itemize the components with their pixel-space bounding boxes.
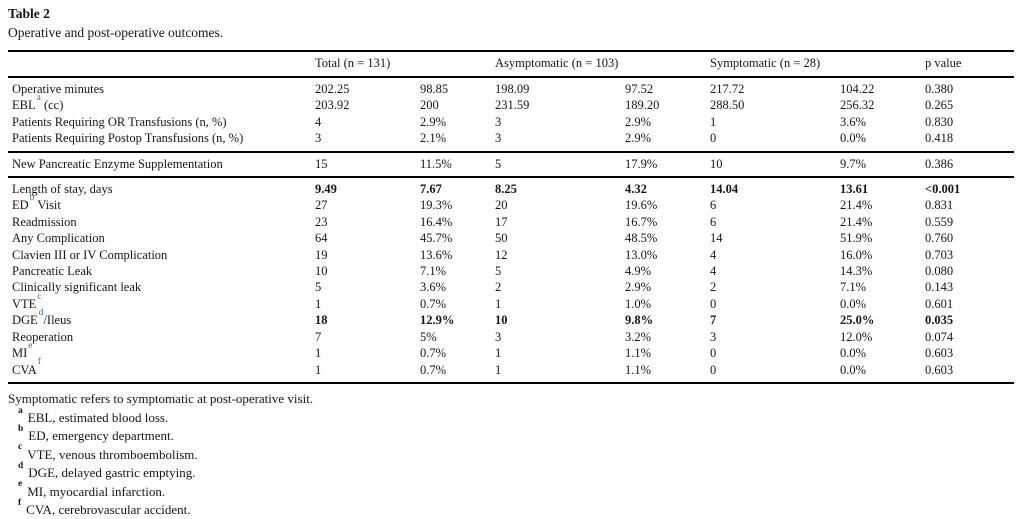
table-cell: 51.9%	[840, 231, 873, 246]
row-label: Operative minutes	[12, 82, 104, 96]
table-cell: 0.380	[925, 82, 954, 96]
table-cell: 202.25	[315, 82, 350, 96]
footnote-ref-link[interactable]: b	[29, 193, 35, 204]
header-p-value: p value	[925, 56, 962, 70]
row-label: Readmission	[12, 214, 77, 229]
table-cell: 9.49	[315, 182, 337, 197]
table-cell: 9.7%	[840, 156, 867, 171]
row-label: Reoperation	[12, 329, 74, 344]
row-label: $ED^b$ Visit	[12, 193, 61, 213]
outcomes-table	[8, 50, 1014, 384]
footnote-marker: f	[18, 497, 22, 508]
table-cell: 98.85	[420, 82, 449, 96]
footnote-ref-link[interactable]: a	[36, 93, 41, 104]
table-cell: 14.04	[710, 182, 739, 197]
row-label: EBL$^a$ (cc)	[12, 93, 64, 113]
table-cell: 2.9%	[625, 280, 652, 295]
header-asymptomatic: Asymptomatic (n = 103)	[495, 56, 619, 70]
table-cell: 12.9%	[420, 313, 455, 328]
table-cell: 50	[495, 231, 508, 246]
table-cell: 2.1%	[420, 131, 447, 146]
table-cell: 0.0%	[840, 131, 867, 146]
table-cell: 0.603	[925, 346, 954, 361]
table-cell: 5%	[420, 329, 437, 344]
footnote-marker: e	[18, 479, 23, 490]
header-symptomatic: Symptomatic (n = 28)	[710, 56, 821, 70]
table-cell: 17	[495, 214, 508, 229]
table-cell: 1	[710, 114, 717, 129]
row-label: Clavien III or IV Complication	[12, 247, 168, 262]
table-cell: 18	[315, 313, 328, 328]
table-cell: 1.1%	[625, 346, 652, 361]
table-cell: 8.25	[495, 182, 517, 197]
table-cell: 3.6%	[840, 114, 867, 129]
table-cell: 16.4%	[420, 214, 453, 229]
row-label: VTE$^c$	[12, 291, 42, 311]
table-cell: 25.0%	[840, 313, 875, 328]
footnotes-block	[8, 390, 1014, 519]
footnote-marker: d	[18, 460, 24, 471]
table-section	[8, 178, 1014, 384]
table-cell: 189.20	[625, 98, 660, 113]
table-row	[8, 329, 1014, 345]
table-cell: 7	[315, 329, 322, 344]
table-cell: 13.6%	[420, 247, 453, 262]
table-cell: 1	[495, 346, 502, 361]
table-cell: 4	[710, 247, 717, 262]
footnote-ref-link[interactable]: e	[28, 340, 33, 351]
table-cell: 19.6%	[625, 198, 658, 213]
table-cell: 0.703	[925, 247, 954, 262]
table-cell: 0.265	[925, 98, 954, 113]
table-cell: 0.7%	[420, 362, 447, 377]
footnote-item: $^c$ VTE, venous thromboembolism.	[18, 442, 198, 462]
table-row	[8, 291, 1014, 312]
table-cell: 5	[495, 156, 502, 171]
footnote-item: $^f$ CVA, cerebrovascular accident.	[18, 497, 191, 517]
table-cell: 0.074	[925, 329, 954, 344]
table-cell: 3	[495, 114, 502, 129]
table-cell: 21.4%	[840, 214, 873, 229]
table-row	[8, 230, 1014, 246]
table-cell: 0.143	[925, 280, 954, 295]
table-cell: 0	[710, 296, 717, 311]
table-row	[8, 181, 1014, 197]
table-cell: 21.4%	[840, 198, 873, 213]
table-cell: 1	[315, 296, 322, 311]
table-cell: 19	[315, 247, 328, 262]
table-row	[8, 130, 1014, 146]
table-cell: 20	[495, 198, 508, 213]
table-cell: 0.0%	[840, 346, 867, 361]
table-cell: 2.9%	[625, 131, 652, 146]
table-row	[8, 93, 1014, 113]
table-cell: 13.0%	[625, 247, 658, 262]
row-label: MIe	[12, 340, 33, 361]
table-cell: 0.830	[925, 114, 954, 129]
table-cell: 1	[315, 346, 322, 361]
table-cell: 217.72	[710, 82, 745, 96]
row-label: Pancreatic Leak	[12, 264, 93, 279]
table-cell: 3	[710, 329, 717, 344]
table-cell: 7.1%	[420, 264, 447, 279]
table-row	[8, 263, 1014, 279]
table-cell: 1.1%	[625, 362, 652, 377]
table-row	[8, 308, 1014, 328]
table-cell: 11.5%	[420, 156, 452, 171]
table-cell: 288.50	[710, 98, 745, 113]
table-cell: 1	[495, 362, 502, 377]
table-cell: 16.7%	[625, 214, 658, 229]
table-cell: 14	[710, 231, 723, 246]
table-cell: 0.760	[925, 231, 954, 246]
table-cell: 203.92	[315, 98, 350, 113]
table-cell: 48.5%	[625, 231, 658, 246]
table-cell: 4.9%	[625, 264, 652, 279]
table-cell: 200	[420, 98, 439, 113]
table-cell: 6	[710, 214, 717, 229]
table-section	[8, 153, 1014, 178]
table-cell: 2	[495, 280, 502, 295]
table-cell: 10	[315, 264, 328, 279]
table-cell: 3.2%	[625, 329, 652, 344]
table-cell: 0.601	[925, 296, 954, 311]
table-row	[8, 156, 1014, 172]
row-label: Clinically significant leak	[12, 280, 142, 295]
table-cell: 19.3%	[420, 198, 453, 213]
table-cell: 10	[710, 156, 723, 171]
row-label: Length of stay, days	[12, 182, 113, 197]
table-title: Table 2	[8, 6, 50, 21]
footnote-marker: a	[18, 405, 23, 416]
table-cell: 104.22	[840, 82, 875, 96]
table-cell: 0.603	[925, 362, 954, 377]
table-cell: 0	[710, 346, 717, 361]
table-cell: 5	[495, 264, 502, 279]
table-cell: 4	[710, 264, 717, 279]
table-cell: 2	[710, 280, 717, 295]
table-caption: Operative and post-operative outcomes.	[8, 25, 224, 40]
table-cell: 64	[315, 231, 328, 246]
table-cell: 0.035	[925, 313, 954, 328]
table-cell: 7.1%	[840, 280, 867, 295]
table-header-row	[8, 52, 1014, 78]
table-cell: 1.0%	[625, 296, 652, 311]
table-cell: 1	[495, 296, 502, 311]
table-cell: 0.0%	[840, 296, 867, 311]
table-cell: 3	[495, 329, 502, 344]
table-cell: 14.3%	[840, 264, 873, 279]
footnote-item: $^a$ EBL, estimated blood loss.	[18, 405, 169, 425]
table-cell: 9.8%	[625, 313, 654, 328]
table-cell: 0.7%	[420, 346, 447, 361]
table-cell: 12.0%	[840, 329, 873, 344]
table-cell: 4.32	[625, 182, 647, 197]
table-cell: 23	[315, 214, 328, 229]
row-label: Any Complication	[12, 231, 105, 246]
row-label: DGE$^d$/Ileus	[12, 308, 72, 328]
footnote-item: $^d$ DGE, delayed gastric emptying.	[18, 460, 196, 481]
table-cell: 6	[710, 198, 717, 213]
table-row	[8, 247, 1014, 263]
row-label: CVA$^f$	[12, 357, 41, 377]
table-cell: 1	[315, 362, 322, 377]
table-cell: 0.7%	[420, 296, 447, 311]
table-cell: 4	[315, 114, 322, 129]
table-cell: 256.32	[840, 98, 875, 113]
table-cell: 198.09	[495, 82, 530, 96]
table-cell: 0.386	[925, 156, 954, 171]
table-cell: 3.6%	[420, 280, 447, 295]
table-cell: 3	[315, 131, 322, 146]
table-cell: 0.831	[925, 198, 954, 213]
table-cell: 0.418	[925, 131, 954, 146]
table-cell: 97.52	[625, 82, 654, 96]
table-row	[8, 193, 1014, 213]
table-row	[8, 340, 1014, 361]
table-row	[8, 81, 1014, 97]
table-cell: 2.9%	[420, 114, 447, 129]
footnote-item: $^e$ MI, myocardial infarction.	[18, 479, 166, 499]
row-label: Patients Requiring OR Transfusions (n, %)	[12, 114, 227, 129]
table-row	[8, 214, 1014, 230]
header-total: Total (n = 131)	[315, 56, 391, 70]
footnote-list	[8, 405, 1014, 519]
footnote-ref-link[interactable]: d	[38, 308, 44, 319]
footnote-general: Symptomatic refers to symptomatic at post-operative visit.	[8, 390, 314, 406]
table-cell: 16.0%	[840, 247, 873, 262]
table-cell: 45.7%	[420, 231, 453, 246]
table-cell: 12	[495, 247, 508, 262]
table-cell: 15	[315, 156, 328, 171]
table-section	[8, 78, 1014, 153]
table-row	[8, 114, 1014, 130]
row-label: New Pancreatic Enzyme Supplementation	[12, 156, 223, 171]
table-cell: 0	[710, 131, 717, 146]
table-cell: <0.001	[925, 182, 961, 197]
footnote-item: $^b$ ED, emergency department.	[18, 423, 174, 444]
table-cell: 0.0%	[840, 362, 867, 377]
table-cell: 7	[710, 313, 717, 328]
table-cell: 27	[315, 198, 328, 213]
table-cell: 231.59	[495, 98, 530, 113]
table-cell: 0.080	[925, 264, 954, 279]
table-cell: 13.61	[840, 182, 869, 197]
footnote-ref-link[interactable]: f	[37, 357, 41, 368]
table-cell: 0.559	[925, 214, 954, 229]
table-cell: 2.9%	[625, 114, 652, 129]
table-cell: 5	[315, 280, 322, 295]
table-cell: 10	[495, 313, 508, 328]
table-cell: 17.9%	[625, 156, 658, 171]
table-cell: 0	[710, 362, 717, 377]
table-body	[8, 78, 1014, 384]
footnote-marker: c	[18, 442, 23, 453]
footnote-ref-link[interactable]: c	[37, 291, 42, 302]
footnote-marker: b	[18, 423, 24, 434]
table-cell: 7.67	[420, 182, 442, 197]
table-row	[8, 279, 1014, 295]
table-row	[8, 357, 1014, 378]
table-cell: 3	[495, 131, 502, 146]
row-label: Patients Requiring Postop Transfusions (n, %)	[12, 131, 244, 146]
